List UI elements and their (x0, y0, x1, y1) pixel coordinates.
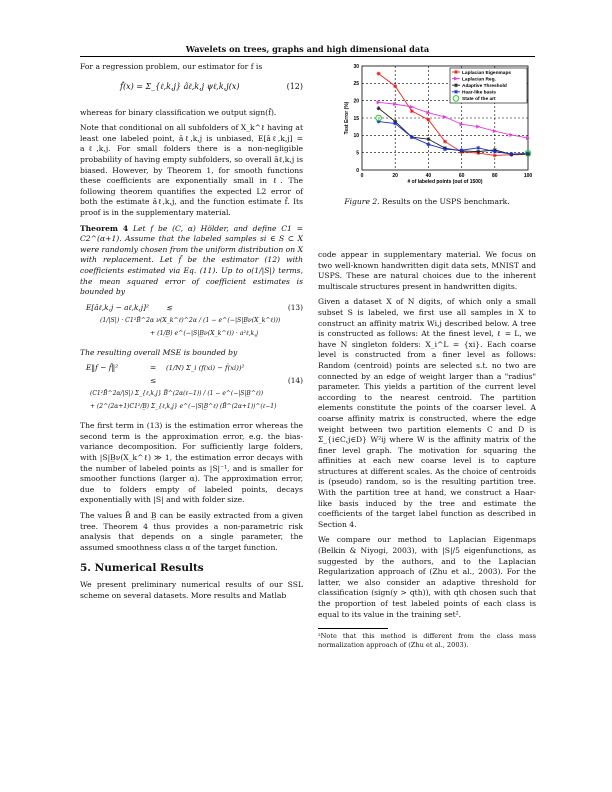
right-column (318, 250, 536, 649)
header-rule (80, 56, 535, 57)
equation-body: f̂(x) = Σ_{ℓ,k,j} âℓ,k,j ψℓ,k,j(x) (120, 81, 240, 91)
figure-2-chart (318, 60, 536, 190)
data-point (410, 109, 414, 113)
paragraph: whereas for binary classification we output sign(f̂). (80, 107, 277, 117)
y-tick-label: 20 (353, 98, 359, 105)
y-tick-label: 30 (353, 63, 359, 70)
data-point (377, 72, 381, 76)
legend-label: State of the art (462, 97, 496, 103)
paragraph: We present preliminary numerical results of our SSL scheme on several datasets. More results and Matlab (80, 580, 303, 600)
chart-svg (318, 60, 536, 190)
theorem-4 (80, 224, 303, 298)
equation-rhs: (C1²B̄^2α/|S|) Σ_{ℓ,k,j} B̄^(2α(ℓ−1)) / (1 − e^(−|S|B̲^ℓ)) (90, 390, 264, 398)
equation-number: (14) (287, 376, 303, 386)
equation-rhs: (1/N) Σ_i (f(xi) − f̂(xi))² (166, 364, 245, 373)
data-point (454, 70, 458, 74)
theorem-label: Theorem 4 (80, 223, 129, 233)
data-point (526, 151, 530, 155)
equation-12 (80, 78, 303, 102)
equation-rhs: + (2^(2α+1)C1²/B̲) Σ_{ℓ,k,j} e^(−|S|B̲^ℓ) (B̄^(2α+1))^(ℓ−1) (90, 403, 277, 411)
legend-label: Laplacian Reg. (462, 77, 496, 83)
legend-label: Haar-like basis (462, 90, 496, 96)
x-tick-label: 100 (523, 173, 533, 179)
legend-label: Adaptive Threshold (462, 84, 507, 89)
x-tick-label: 0 (360, 173, 364, 179)
equation-rhs: (1/|S|) · C1²B̄^2α ν(X_k^ℓ)^2α / (1 − e^(−|S|B̲ν(X_k^ℓ))) (100, 316, 281, 324)
paragraph: Given a dataset X of N digits, of which only a small subset S is labeled, we first use all samples in X to construct an affinity matrix Wi,j described below. A tree is constructed as follows: At the finest level, ℓ = L, we have N singleton folders: X_i^L = {xi}. Each coarse level is constructed from a finer level as follows: Random (centroid) points are selected s.t. no two are connected by an edge of weight larger than a "radius" parameter. This yields a partition of the current level according to the nearest centroid. The partition elements constitute the points of the coarser level. A coarse affinity matrix is constructed, where the edge weight between two partition elements C and D is Σ_{i∈C,j∈D} W²ij where W is the affinity matrix of the finer level graph. The motivation for squaring the affinities at each new coarse level is to capture structures at different scales. As the choice of centroids is (pseudo) random, so is the resulting partition tree. With the partition tree at hand, we construct a Haar-like basis induced by the tree and estimate the coefficients of the target label function as described in Section 4. (318, 297, 536, 529)
data-point (443, 140, 447, 144)
data-point (509, 152, 513, 156)
paragraph: The values B̄ and B̲ can be easily extracted from a given tree. Theorem 4 thus provides a non-parametric risk analysis that depends on a single parameter, the assumed smoothness class α of the target function. (80, 511, 303, 552)
footnote-rule (318, 628, 388, 629)
equation-rhs: + (1/B̲) e^(−|S|B̲ν(X_k^ℓ)) · a²ℓ,k,j (150, 329, 259, 337)
footnote: ²Note that this method is different from the class mass normalization approach of (Zhu et al., 2003). (318, 632, 536, 649)
y-axis-label: Test Error (%) (344, 101, 350, 135)
paragraph: Note that conditional on all subfolders of X_k^ℓ having at least one labeled point, âℓ,k,j is unbiased, E[âℓ,k,j] = aℓ,k,j. For small folders there is a non-negligible probability of having empty subfolders, so overall âℓ,k,j is biased. However, by Theorem 1, for smooth functions these coefficients are exponentially small in ℓ. The following theorem quantifies the expected L2 error of both the estimate âℓ,k,j, and the function estimate f̂. Its proof is in the supplementary material. (80, 123, 303, 217)
y-tick-label: 0 (356, 167, 359, 174)
running-title: Wavelets on trees, graphs and high dimensional data (185, 44, 430, 54)
data-point (454, 83, 458, 87)
figure-caption (318, 197, 536, 206)
y-tick-label: 15 (353, 115, 359, 122)
equation-relation: ≲ (166, 302, 173, 312)
data-point (426, 142, 430, 146)
data-point (493, 150, 497, 154)
theorem-text: Let f be (C, α) Hölder, and define C1 = C2^(α+1). Assume that the labeled samples si ∈ S ⊂ X were randomly chosen from the uniform distribution on X with replacement. Let f̂ be the estimator (12) with coefficients estimated via Eq. (11). Up to o(1/|S|) terms, the mean squared error of coefficient estimates is bounded by (80, 223, 303, 297)
data-point (443, 147, 447, 151)
y-tick-label: 25 (353, 81, 359, 88)
paragraph: For a regression problem, our estimator for f is (80, 62, 263, 71)
paragraph: We compare our method to Laplacian Eigenmaps (Belkin & Niyogi, 2003), with |S|/5 eigenfunctions, as suggested by the authors, and to the Laplacian Regularization approach of (Zhu et al., 2003). For the latter, we also consider an adaptive threshold for classification (sign(y > qth)), with qth chosen such that the proportion of test labeled points of each class is equal to its value in the training set². (318, 535, 536, 619)
x-tick-label: 80 (492, 173, 498, 179)
y-tick-label: 5 (356, 150, 359, 157)
x-axis-label: # of labeled points (out of 1500) (407, 179, 483, 185)
y-tick-label: 10 (353, 133, 359, 140)
equation-lhs: E‖f − f̂‖² (86, 363, 119, 373)
equation-lhs: E[âℓ,k,j − aℓ,k,j]² (86, 302, 149, 312)
x-tick-label: 20 (392, 173, 398, 179)
data-point (476, 150, 480, 154)
equation-relation: ≤ (150, 376, 157, 386)
equation-14 (80, 363, 303, 415)
paragraph: code appear in supplementary material. We focus on two well-known handwritten digit data sets, MNIST and USPS. These are natural choices due to the inherent multiscale structures present in handwritten digits. (318, 250, 536, 291)
left-column (80, 62, 303, 606)
data-point (393, 84, 397, 88)
data-point (426, 137, 430, 141)
x-tick-label: 40 (425, 173, 432, 179)
equation-number: (13) (287, 302, 303, 312)
figure-caption-text: Results on the USPS benchmark. (382, 197, 510, 206)
data-point (426, 118, 430, 122)
data-point (377, 106, 381, 110)
figure-label: Figure 2. (344, 197, 380, 206)
data-point (493, 153, 497, 157)
data-point (460, 148, 464, 152)
data-point (393, 122, 397, 126)
equation-13 (80, 303, 303, 342)
data-point (454, 90, 458, 94)
equation-number: (12) (286, 81, 303, 91)
paragraph: The resulting overall MSE is bounded by (80, 347, 238, 357)
data-point (476, 146, 480, 150)
data-point (410, 135, 414, 139)
paragraph: The first term in (13) is the estimation error whereas the second term is the approximation error, e.g. the bias-variance decomposition. For sufficiently large folders, with |S|B̲ν(X_k^ℓ) ≫ 1, the estimation error decays with the number of labeled points as |S|⁻¹, and is smaller for smoother functions (larger α). The approximation error, due to folders empty of labeled points, decays exponentially with |S| and with folder size. (80, 421, 303, 505)
equation-relation: = (150, 363, 157, 373)
x-tick-label: 60 (458, 173, 465, 179)
section-title: 5. Numerical Results (80, 562, 204, 575)
legend-label: Laplacian Eigenmaps (462, 70, 512, 76)
